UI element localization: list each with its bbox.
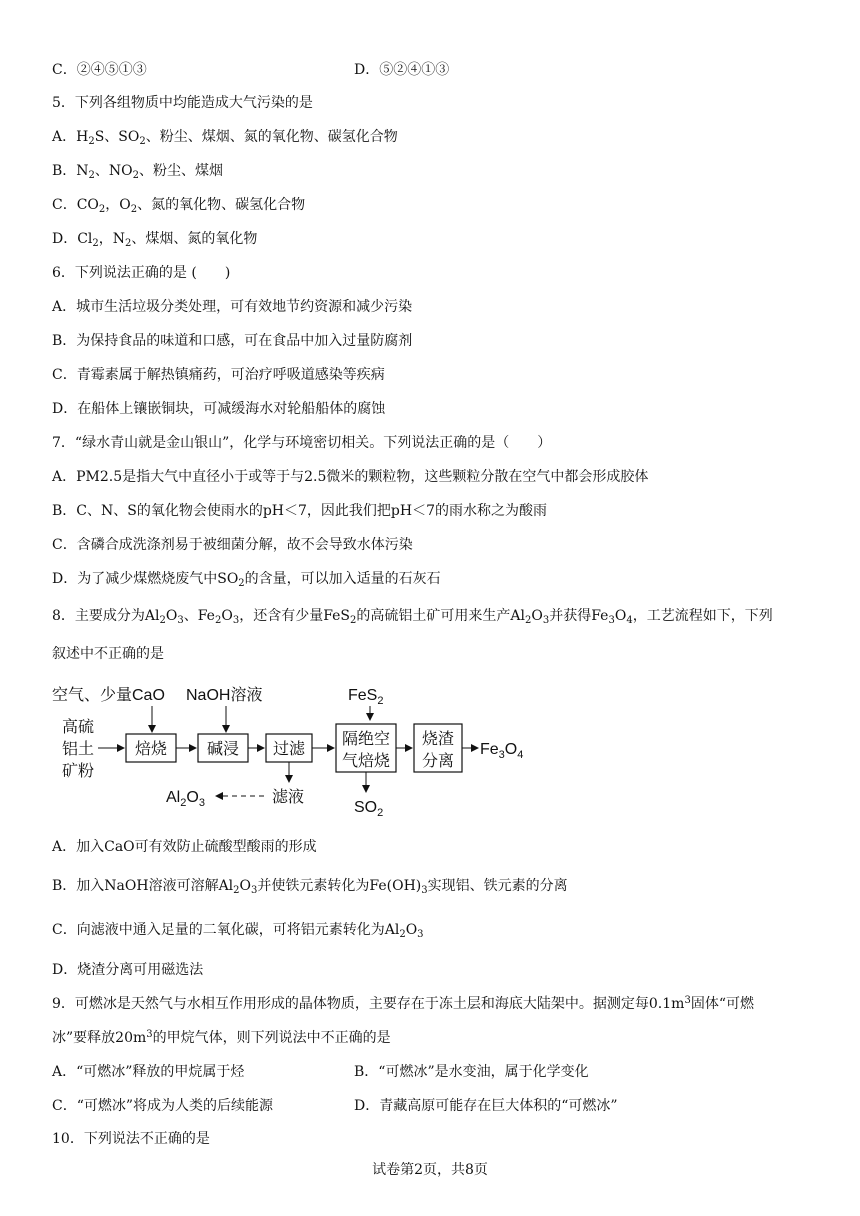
superscript: 3: [146, 1029, 153, 1040]
q9-option-b: B．“可燃冰”是水变油，属于化学变化: [354, 1064, 589, 1080]
text: ，N: [98, 231, 126, 247]
text: 并使铁元素转化为Fe(OH): [257, 878, 422, 894]
subscript: 3: [608, 615, 615, 626]
text: O: [531, 608, 543, 624]
so2-label: $SO_2$: [354, 799, 384, 819]
question-8-stem: [52, 606, 773, 626]
subscript: 2: [92, 238, 99, 249]
box-anaerobic-roast-label-2: 气焙烧: [341, 753, 391, 770]
text: 、粉尘、煤烟、氮的氧化物、碳氢化合物: [145, 129, 398, 145]
subscript: 4: [626, 615, 633, 626]
fes2-label: FeS$_2$: [348, 687, 384, 707]
text: 实现铝、铁元素的分离: [427, 878, 568, 894]
naoh-solution-label: NaOH溶液: [186, 687, 263, 704]
subscript: 2: [238, 578, 245, 589]
raw-material-label-1: 高硫: [62, 719, 95, 736]
option-text: ⑤②④①③: [379, 62, 450, 78]
text: 冰”要释放20m: [52, 1030, 147, 1046]
q9-option-d: D．青藏高原可能存在巨大体积的“可燃冰”: [354, 1098, 618, 1114]
text: 并获得Fe: [549, 608, 609, 624]
filtrate-label: 滤液: [272, 789, 305, 806]
text: D．为了减少煤燃烧废气中SO: [52, 571, 239, 587]
box-slag-separation-label-1: 烧渣: [421, 731, 455, 748]
text: 的甲烷气体，则下列说法中不正确的是: [152, 1030, 391, 1046]
text: 、粉尘、煤烟: [139, 163, 224, 179]
q8-option-a: A．加入CaO可有效防止硫酸型酸雨的形成: [52, 839, 317, 855]
option-d: [354, 60, 449, 80]
subscript: 3: [417, 929, 424, 940]
q5-option-a: [52, 127, 398, 147]
subscript: 2: [525, 615, 532, 626]
text: B．N: [52, 163, 89, 179]
subscript: 2: [399, 929, 406, 940]
text: 9．可燃冰是天然气与水相互作用形成的晶体物质，主要存在于冻土层和海底大陆架中。据测定每0.1m: [52, 996, 685, 1012]
question-9-stem-cont: [52, 1028, 391, 1048]
option-c: [52, 60, 147, 80]
superscript: 3: [684, 995, 691, 1006]
q5-option-c: [52, 195, 305, 215]
text: O: [239, 878, 252, 894]
subscript: 2: [88, 170, 95, 181]
question-5-stem: 5．下列各组物质中均能造成大气污染的是: [52, 95, 313, 111]
question-8-stem-cont: 叙述中不正确的是: [52, 646, 164, 662]
q8-option-b: [52, 876, 568, 896]
subscript: 2: [130, 204, 138, 215]
q7-option-c: C．含磷合成洗涤剂易于被细菌分解，故不会导致水体污染: [52, 537, 413, 553]
box-filter-label: 过滤: [272, 741, 306, 758]
box-anaerobic-roast-label-1: 隔绝空: [341, 731, 391, 748]
option-text: ②④⑤①③: [76, 62, 147, 78]
page-footer: 试卷第2页，共8页: [372, 1162, 488, 1178]
subscript: 3: [177, 615, 184, 626]
process-flow-diagram: [52, 680, 612, 820]
text: O: [614, 608, 627, 624]
text: ，还含有少量FeS: [239, 608, 351, 624]
q6-option-b: B．为保持食品的味道和口感，可在食品中加入过量防腐剂: [52, 333, 413, 349]
subscript: 2: [233, 885, 240, 896]
subscript: 3: [251, 885, 258, 896]
text: 、Fe: [183, 608, 215, 624]
q9-option-a: A．“可燃冰”释放的甲烷属于烃: [52, 1064, 245, 1080]
text: O: [221, 608, 233, 624]
raw-material-label-3: 矿粉: [62, 763, 95, 780]
text: 的含量，可以加入适量的石灰石: [244, 571, 441, 587]
al2o3-label: $Al_2O_3$: [166, 789, 205, 809]
question-10-stem: 10．下列说法不正确的是: [52, 1131, 210, 1147]
text: 、NO: [94, 163, 133, 179]
text: 、氮的氧化物、碳氢化合物: [137, 197, 306, 213]
subscript: 3: [232, 615, 240, 626]
text: 固体“可燃: [690, 996, 754, 1012]
subscript: 2: [125, 238, 132, 249]
input-air-cao-label: 空气、少量CaO: [52, 687, 165, 704]
text: S、SO: [94, 129, 140, 145]
text: 、煤烟、氮的氧化物: [131, 231, 258, 247]
q9-option-c: C．“可燃冰”将成为人类的后续能源: [52, 1098, 274, 1114]
q6-option-d: D．在船体上镶嵌铜块，可减缓海水对轮船船体的腐蚀: [52, 401, 386, 417]
text: C．CO: [52, 197, 99, 213]
q6-option-a: A．城市生活垃圾分类处理，可有效地节约资源和减少污染: [52, 299, 413, 315]
subscript: 3: [542, 615, 550, 626]
q5-option-d: [52, 229, 257, 249]
box-slag-separation-label-2: 分离: [421, 753, 455, 770]
subscript: 2: [132, 170, 140, 181]
text: O: [165, 608, 178, 624]
q5-option-b: [52, 161, 223, 181]
text: 8．主要成分为Al: [52, 608, 160, 624]
box-roasting-label: 焙烧: [134, 741, 168, 758]
text: O: [405, 922, 418, 938]
q7-option-a: A．PM2.5是指大气中直径小于或等于与2.5微米的颗粒物，这些颗粒分散在空气中都会形成胶体: [52, 469, 649, 485]
question-7-stem: 7．“绿水青山就是金山银山”，化学与环境密切相关。下列说法正确的是（ ）: [52, 435, 552, 451]
subscript: 2: [214, 615, 222, 626]
option-letter: C．: [52, 62, 77, 78]
text: B．加入NaOH溶液可溶解Al: [52, 878, 234, 894]
text: ，O: [105, 197, 131, 213]
question-6-stem: 6．下列说法正确的是 ( ): [52, 265, 231, 281]
raw-material-label-2: 铝土: [62, 741, 95, 758]
option-letter: D．: [354, 62, 380, 78]
subscript: 2: [350, 615, 357, 626]
question-9-stem: [52, 994, 754, 1014]
product-fe3o4-label: $Fe_3O_4$: [480, 741, 524, 761]
q7-option-b: B．C、N、S的氧化物会使雨水的pH＜7，因此我们把pH＜7的雨水称之为酸雨: [52, 503, 547, 519]
text: A．H: [52, 129, 89, 145]
text: 的高硫铝土矿可用来生产Al: [356, 608, 525, 624]
subscript: 2: [139, 136, 146, 147]
subscript: 2: [88, 136, 95, 147]
text: C．向滤液中通入足量的二氧化碳，可将铝元素转化为Al: [52, 922, 400, 938]
subscript: 3: [421, 885, 428, 896]
subscript: 2: [98, 204, 106, 215]
q7-option-d: [52, 569, 441, 589]
q8-option-d: D．烧渣分离可用磁选法: [52, 962, 204, 978]
box-alkali-leach-label: 碱浸: [206, 741, 240, 758]
q6-option-c: C．青霉素属于解热镇痛药，可治疗呼吸道感染等疾病: [52, 367, 385, 383]
q8-option-c: [52, 920, 424, 940]
subscript: 2: [159, 615, 166, 626]
text: ，工艺流程如下，下列: [632, 608, 773, 624]
text: D．Cl: [52, 231, 93, 247]
